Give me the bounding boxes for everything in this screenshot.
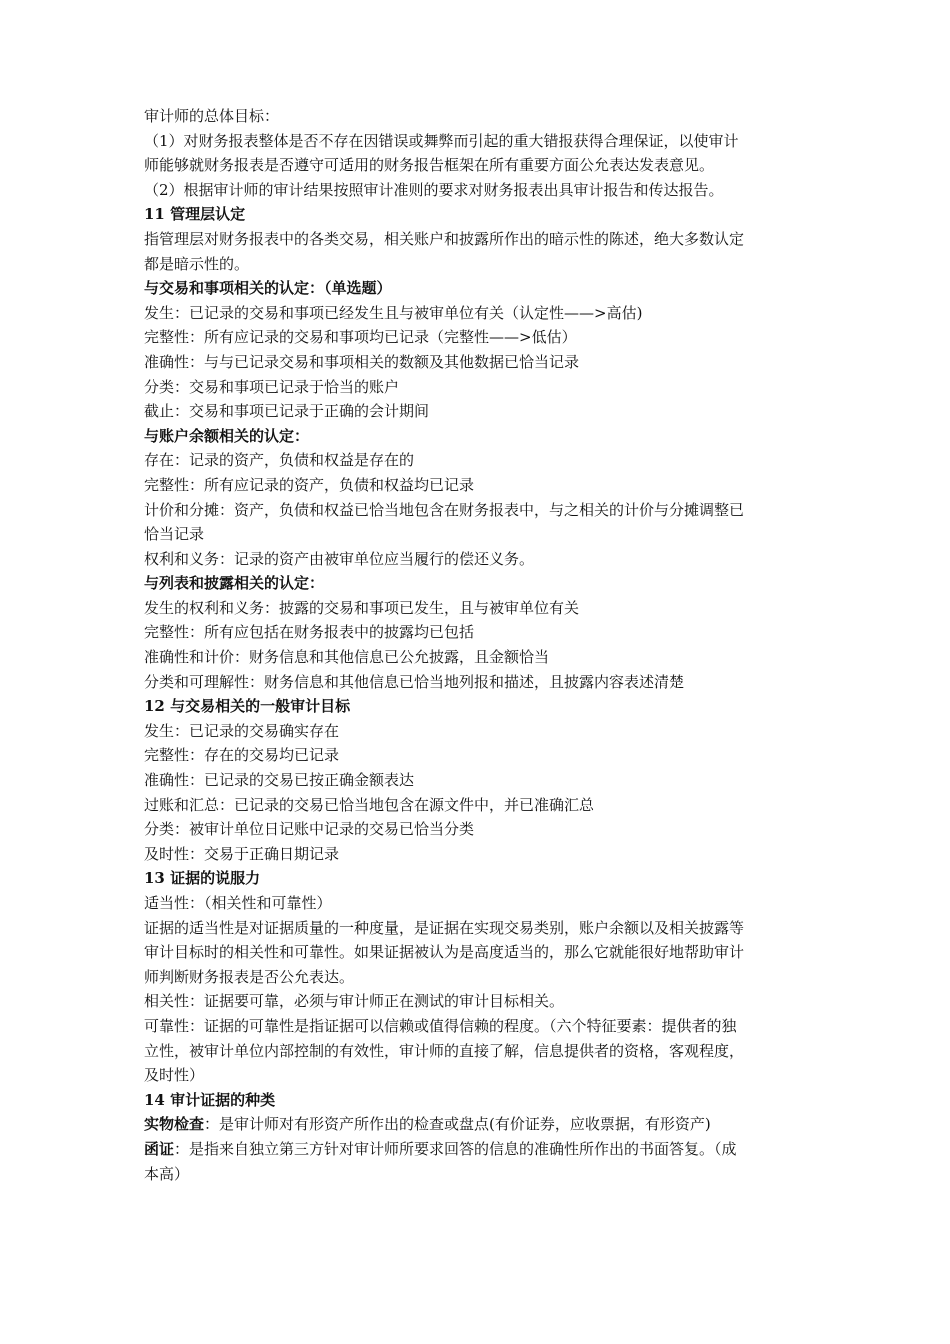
section-13-p2-line2: 立性，被审计单位内部控制的有效性，审计师的直接了解，信息提供者的资格，客观程度， (144, 1041, 745, 1060)
section-13-p1-line2: 审计目标时的相关性和可靠性。如果证据被认为是高度适当的，那么它就能很好地帮助审计 (144, 943, 745, 962)
section-11-heading: 11 管理层认定 (144, 205, 246, 224)
section-13-heading: 13 证据的说服力 (144, 869, 261, 888)
list-item: 截止：交易和事项已记录于正确的会计期间 (144, 402, 430, 421)
term-confirmation-text: ：是指来自独立第三方针对审计师所要求回答的信息的准确性所作出的书面答复。（成 (174, 1139, 737, 1158)
document-page (144, 104, 810, 1186)
account-balance-assertions-heading: 与账户余额相关的认定： (144, 426, 310, 445)
list-item: 分类：交易和事项已记录于恰当的账户 (144, 377, 400, 396)
section-14-item2 (144, 1137, 810, 1162)
section-14-item2-continuation: 本高） (144, 1164, 190, 1183)
section-13-relevance: 相关性：证据要可靠，必须与审计师正在测试的审计目标相关。 (144, 992, 565, 1011)
list-item: 准确性：已记录的交易已按正确金额表达 (144, 771, 415, 790)
list-item: 分类：被审计单位日记账中记录的交易已恰当分类 (144, 820, 475, 839)
list-item: 及时性：交易于正确日期记录 (144, 844, 340, 863)
disclosure-assertions-heading: 与列表和披露相关的认定： (144, 574, 325, 593)
section-13-line1: 适当性：（相关性和可靠性） (144, 894, 332, 912)
list-item: 过账和汇总：已记录的交易已恰当地包含在源文件中，并已准确汇总 (144, 795, 595, 814)
list-item: 完整性：所有应包括在财务报表中的披露均已包括 (144, 623, 475, 642)
list-item: 发生：已记录的交易和事项已经发生且与被审单位有关（认定性——>高估) (144, 303, 643, 322)
section-13-p2-line1: 可靠性：证据的可靠性是指证据可以信赖或值得信赖的程度。（六个特征要素：提供者的独 (144, 1016, 737, 1035)
transactions-assertions-heading: 与交易和事项相关的认定：（单选题） (144, 279, 392, 298)
intro-p2: （2）根据审计师的审计结果按照审计准则的要求对财务报表出具审计报告和传达报告。 (144, 180, 724, 199)
term-confirmation: 函证 (144, 1139, 175, 1158)
section-11-line2: 都是暗示性的。 (144, 254, 250, 273)
list-item: 发生的权利和义务：披露的交易和事项已发生，且与被审单位有关 (144, 598, 580, 617)
section-11-line1: 指管理层对财务报表中的各类交易，相关账户和披露所作出的暗示性的陈述，绝大多数认定 (144, 229, 745, 248)
list-item: 权利和义务：记录的资产由被审单位应当履行的偿还义务。 (144, 549, 535, 568)
list-item: 完整性：存在的交易均已记录 (144, 746, 340, 765)
list-item: 发生：已记录的交易确实存在 (144, 721, 340, 740)
list-item: 完整性：所有应记录的交易和事项均已记录（完整性——>低估） (144, 328, 577, 347)
term-physical-inspection-text: ：是审计师对有形资产所作出的检查或盘点(有价证券，应收票据，有形资产) (204, 1115, 711, 1134)
list-item: 完整性：所有应记录的资产，负债和权益均已记录 (144, 475, 475, 494)
list-item-continuation: 恰当记录 (144, 525, 205, 544)
section-12-heading: 12 与交易相关的一般审计目标 (144, 697, 351, 716)
section-14-item1 (144, 1112, 810, 1137)
intro-p1-line2: 师能够就财务报表是否遵守可适用的财务报告框架在所有重要方面公允表达发表意见。 (144, 156, 715, 175)
list-item: 准确性和计价：财务信息和其他信息已公允披露，且金额恰当 (144, 648, 550, 667)
intro-p1-line1: （1）对财务报表整体是否不存在因错误或舞弊而引起的重大错报获得合理保证，以使审计 (144, 131, 739, 150)
list-item: 计价和分摊：资产，负债和权益已恰当地包含在财务报表中，与之相关的计价与分摊调整已 (144, 500, 745, 519)
list-item: 准确性：与与已记录交易和事项相关的数额及其他数据已恰当记录 (144, 352, 580, 371)
section-14-heading: 14 审计证据的种类 (144, 1090, 276, 1109)
section-13-p1-line3: 师判断财务报表是否公允表达。 (144, 967, 355, 986)
term-physical-inspection: 实物检查 (144, 1115, 205, 1134)
section-13-p2-line3: 及时性） (144, 1066, 205, 1085)
list-item: 存在：记录的资产，负债和权益是存在的 (144, 451, 415, 470)
section-13-p1-line1: 证据的适当性是对证据质量的一种度量，是证据在实现交易类别，账户余额以及相关披露等 (144, 918, 745, 937)
list-item: 分类和可理解性：财务信息和其他信息已恰当地列报和描述，且披露内容表述清楚 (144, 672, 685, 691)
intro-title: 审计师的总体目标： (144, 107, 280, 125)
